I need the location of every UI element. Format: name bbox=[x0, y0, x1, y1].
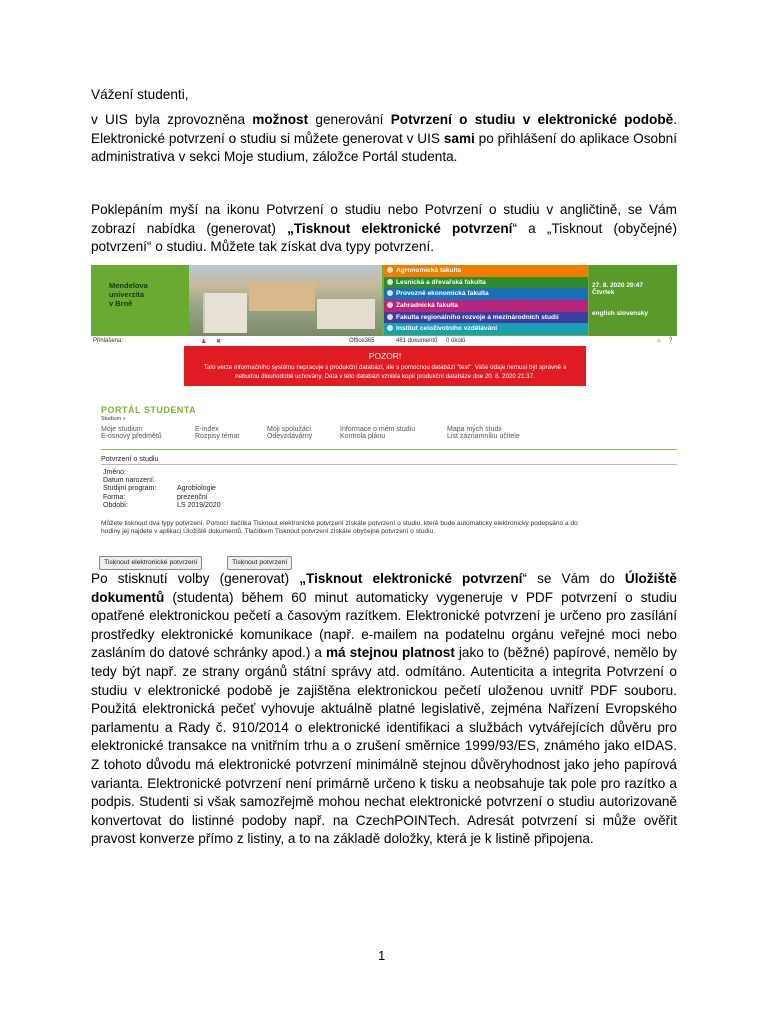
faculty-list bbox=[384, 265, 588, 336]
warning-box bbox=[184, 346, 586, 386]
documents-link[interactable]: 461 dokumentů bbox=[396, 338, 438, 344]
bold-text: sami bbox=[443, 130, 475, 146]
print-electronic-button[interactable]: Tisknout elektronické potvrzení bbox=[99, 556, 202, 570]
studium-breadcrumb[interactable]: Studium » bbox=[101, 416, 126, 422]
home-icon[interactable]: ⌂ bbox=[657, 338, 661, 344]
menu-link[interactable]: Odevzdávárny bbox=[267, 433, 313, 440]
info-value: LS 2019/2020 bbox=[177, 501, 221, 509]
bold-text: má stejnou platnost bbox=[325, 645, 455, 661]
menu-column bbox=[195, 426, 239, 440]
faculty-link[interactable]: Agronomická fakulta bbox=[384, 265, 588, 277]
logo-line: univerzita bbox=[109, 290, 145, 299]
paragraph-instructions bbox=[91, 201, 677, 257]
close-icon[interactable]: ✖ bbox=[216, 339, 222, 345]
warning-message: Tato verze informačního systému nepracuje s produkční databází, ale s pomocnou databází "test". Vaše údaje nemusí být správně a nebudou dlouhodobě uchovány. Data v této databázi vznikla kopií produkční databáze dne 20. 8. 2020 21:37. bbox=[203, 364, 567, 380]
print-plain-button[interactable]: Tisknout potvrzení bbox=[227, 556, 292, 570]
info-row bbox=[103, 502, 221, 510]
bold-text: Potvrzení o studiu v elektronické podobě bbox=[390, 112, 674, 127]
text: Poklepáním myší na ikonu Potvrzení o studiu nebo Potvrzení o studiu v angličtině, se Vám zobrazí nabídka (generovat) bbox=[91, 202, 677, 236]
info-key: Studijní program: bbox=[103, 485, 157, 493]
language-links[interactable]: english slovensky bbox=[592, 310, 648, 317]
text: v UIS byla zprovozněna bbox=[91, 112, 253, 127]
embedded-screenshot bbox=[91, 265, 677, 570]
warning-title: POZOR! bbox=[368, 351, 402, 361]
building-shape bbox=[249, 283, 315, 311]
section-title: Potvrzení o studiu bbox=[101, 454, 159, 463]
faculty-link[interactable]: Fakulta regionálního rozvoje a mezinárodních studií bbox=[384, 312, 588, 324]
page-number: 1 bbox=[378, 948, 386, 963]
text: “ a „Tisknout (obyčejné) potvrzení“ o studiu. Můžete tak získat dva typy potvrzení. bbox=[91, 220, 677, 255]
menu-column bbox=[340, 426, 415, 440]
info-value: prezenční bbox=[177, 493, 208, 501]
bold-text: Úložiště dokumentů bbox=[91, 571, 677, 605]
text: generování bbox=[308, 112, 391, 127]
info-row bbox=[103, 494, 221, 502]
menu-column bbox=[101, 426, 162, 440]
menu-link[interactable]: E-index bbox=[195, 426, 219, 433]
help-icon[interactable]: ? bbox=[669, 338, 673, 344]
menu-link[interactable]: Moji spolužáci bbox=[267, 426, 311, 433]
student-info bbox=[103, 469, 221, 510]
menu-link[interactable]: List záznamníku učitele bbox=[447, 433, 520, 440]
login-label: Přihlášena: bbox=[93, 338, 124, 344]
office365-link[interactable]: Office365 bbox=[349, 338, 375, 344]
building-shape bbox=[317, 299, 375, 329]
info-row bbox=[103, 469, 221, 477]
logo-line: v Brně bbox=[109, 299, 133, 308]
info-value: Agrobiologie bbox=[177, 485, 216, 493]
text: po přihlášení do aplikace Osobní administrativa v sekci Moje studium, záložce Portál studenta. bbox=[91, 130, 677, 165]
bold-text: „Tisknout elektronické potvrzení bbox=[299, 571, 523, 586]
building-shape bbox=[203, 293, 247, 333]
menu-link[interactable]: Moje studium bbox=[101, 426, 143, 433]
bold-text: možnost bbox=[252, 112, 309, 127]
faculty-link[interactable]: Provozně ekonomická fakulta bbox=[384, 288, 588, 300]
bold-text: „Tisknout elektronické potvrzení bbox=[287, 220, 513, 236]
menu-column bbox=[267, 426, 312, 440]
campus-photo bbox=[189, 265, 382, 336]
menu-column bbox=[447, 426, 520, 440]
paragraph-intro bbox=[91, 111, 677, 167]
info-key: Datum narození: bbox=[103, 477, 155, 485]
menu-link[interactable]: Rozpisy témat bbox=[195, 433, 240, 440]
greeting: Vážení studenti, bbox=[91, 87, 189, 102]
uis-banner bbox=[91, 265, 677, 336]
tasks-link[interactable]: 0 úkolů bbox=[446, 338, 466, 344]
text: . Elektronické potvrzení o studiu si můžete generovat v UIS bbox=[91, 112, 678, 146]
text: “ se Vám do bbox=[522, 571, 625, 586]
faculty-link[interactable]: Institut celoživotního vzdělávání bbox=[384, 323, 588, 335]
date-time: 27. 8. 2020 20:47 bbox=[592, 282, 643, 289]
info-row bbox=[103, 485, 221, 493]
info-row bbox=[103, 477, 221, 485]
paragraph-details bbox=[91, 570, 677, 849]
menu-link[interactable]: Informace o mém studiu bbox=[340, 426, 416, 433]
info-key: Jméno: bbox=[103, 469, 126, 476]
menu-link[interactable]: Mapa mých studií bbox=[447, 426, 502, 433]
menu-link[interactable]: E-osnovy předmětů bbox=[101, 433, 162, 440]
university-logo bbox=[91, 265, 189, 336]
text: Po stisknutí volby (generovat) bbox=[91, 571, 300, 586]
user-icon[interactable]: ♟ bbox=[201, 339, 207, 345]
info-key: Forma: bbox=[103, 493, 126, 501]
portal-title: PORTÁL STUDENTA bbox=[101, 405, 197, 415]
info-key: Období: bbox=[103, 501, 128, 509]
faculty-link[interactable]: Zahradnická fakulta bbox=[384, 300, 588, 312]
weekday: Čtvrtek bbox=[592, 289, 615, 296]
confirmation-description: Můžete tisknout dva typy potvrzení. Pomocí tlačítka Tisknout elektronické potvrzení získáte potvrzení o studiu, které bude automaticky elektronicky podepsáno a do hodiny jej najdete v aplikaci Úložiště dokumentů. Tlačítkem Tisknout potvrzení získáte obyčejné potvrzení o studiu. bbox=[101, 520, 578, 536]
divider bbox=[101, 464, 677, 465]
logo-line: Mendelova bbox=[109, 281, 148, 290]
menu-link[interactable]: Kontrola plánu bbox=[340, 433, 386, 440]
banner-info bbox=[589, 265, 677, 336]
text: jako to (běžné) papírové, nemělo by tedy být např. ze strany orgánů státní správy atd. odmítáno. Autenticita a integrita Potvrzení o studiu v elektronické podobě je zajištěna elektronickou pečetí uloženou uvnitř PDF souboru. Použitá elektronická pečeť vyhovuje aktuálně platné legislativě, zejména Nařízení Evropského parlamentu a Rady č. 910/2014 o elektronické identifikaci a službách vytvářejících důvěru pro elektronické transakce na vnitřním trhu a o zrušení směrnice 1999/93/ES, známého jako eIDAS. Z tohoto důvodu má elektronické potvrzení minimálně stejnou důvěryhodnost jako jeho papírová varianta. Elektronické potvrzení není primárně určeno k tisku a neobsahuje tak pole pro razítko a podpis. Studenti si však samozřejmě mohou nechat elektronické potvrzení o studiu autorizovaně konvertovat do listinné podoby např. na CzechPOINTech. Adresát potvrzení si může ověřit pravost konverze přímo z listiny, a to na základě doložky, která je k listině připojena. bbox=[91, 645, 677, 847]
divider bbox=[101, 449, 677, 450]
faculty-link[interactable]: Lesnická a dřevařská fakulta bbox=[384, 277, 588, 289]
text: (studenta) během 60 minut automaticky vygeneruje v PDF potvrzení o studiu opatřené elektronickou pečetí a časovým razítkem. Elektronické potvrzení je určeno pro zasílání prostředky elektronické komunikace (např. e-mailem na podatelnu orgánu veřejné moci nebo zasláním do datové schránky apod.) a bbox=[91, 589, 677, 661]
